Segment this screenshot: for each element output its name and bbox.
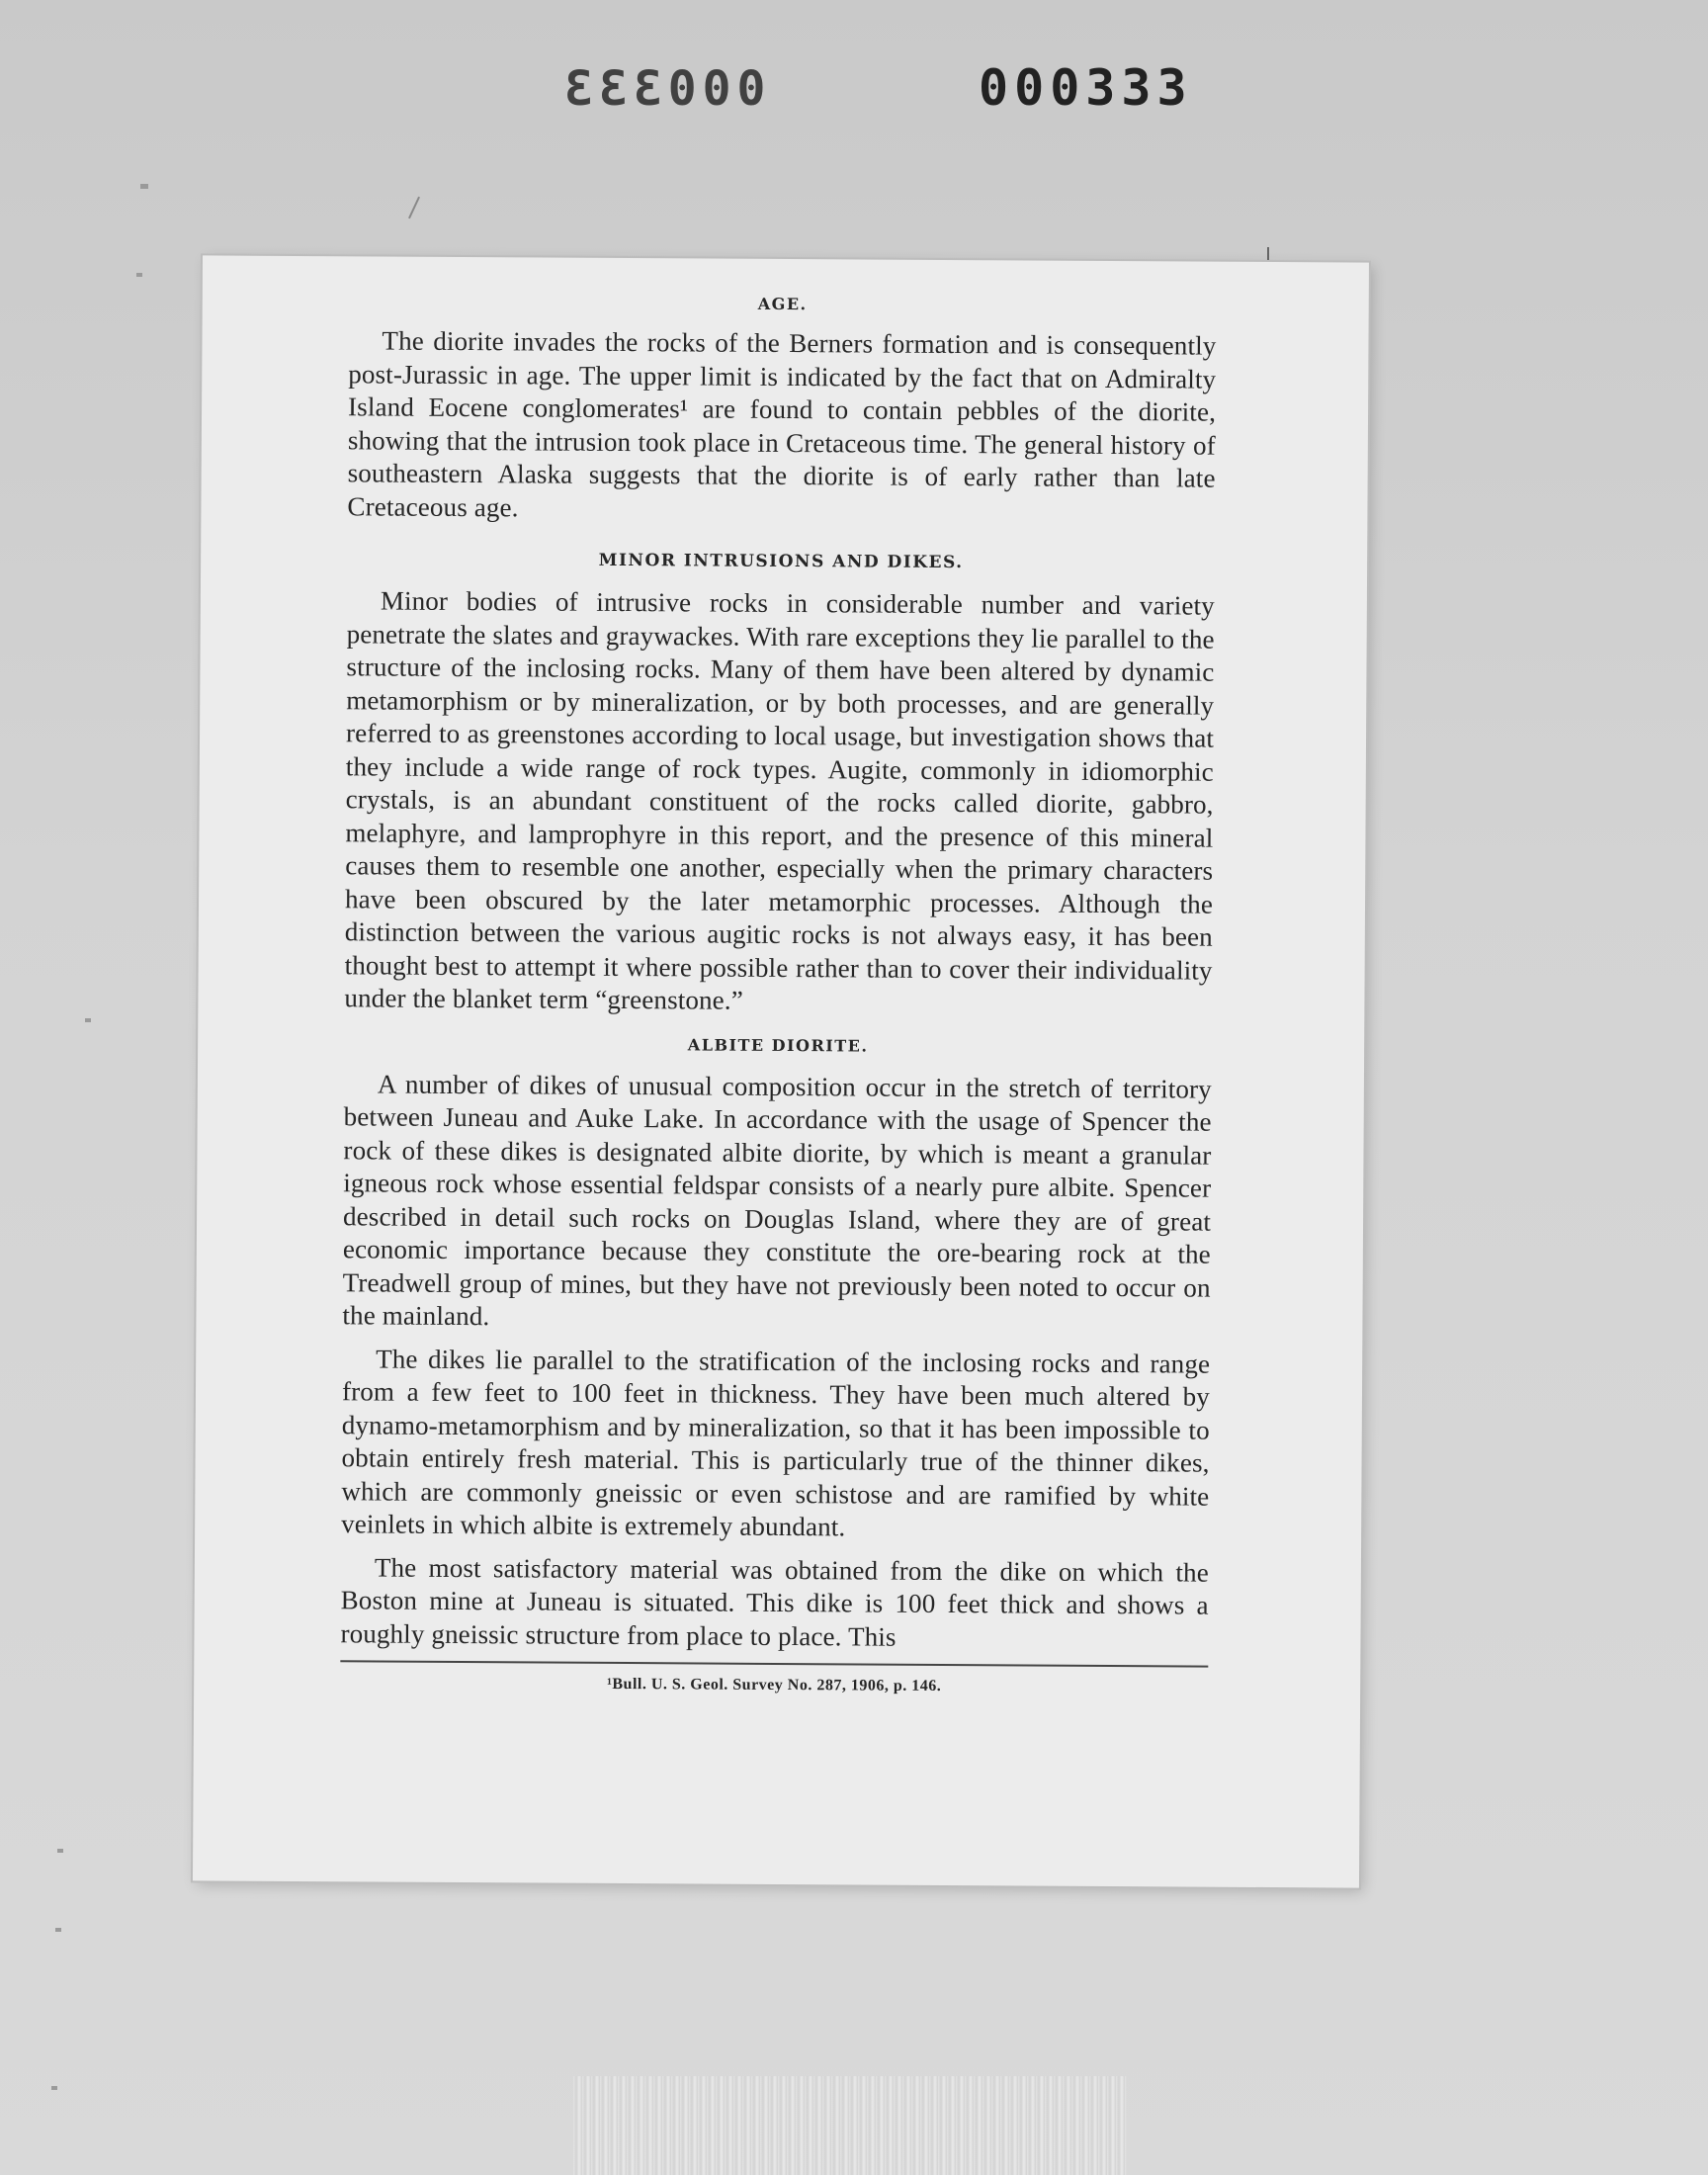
paragraph-albite-3: The most satisfactory material was obtained from the dike on which the Boston mine at Juneau is situated. This dike is 100 feet thick and shows a roughly gneissic structure from place to place. This (340, 1551, 1209, 1652)
section-heading-minor-intrusions: MINOR INTRUSIONS AND DIKES. (598, 550, 964, 573)
scan-mark (85, 1018, 91, 1022)
paragraph-albite-1: A number of dikes of unusual composition occur in the stretch of territory between Juneau and Auke Lake. In accordance with the usage of Spencer the rock of these dikes is designated albite diorite, by which is meant a granular igneous rock whose essential feldspar consists of a nearly pure albite. Spencer described in detail such rocks on Douglas Island, where they are of great economic importance because they constitute the ore-bearing rock at the Treadwell group of mines, but they have not previously been noted to occur on the mainland. (342, 1068, 1212, 1332)
stamp-number: 000333 (979, 59, 1193, 117)
scan-mark (140, 184, 148, 189)
section-heading-albite-diorite: ALBITE DIORITE. (687, 1034, 869, 1056)
scan-edge-noise (573, 2076, 1127, 2175)
paragraph-age: The diorite invades the rocks of the Berners formation and is consequently post-Jurassic in age. The upper limit is indicated by the fact that on Admiralty Island Eocene conglomerates¹ are found to contain pebbles of the diorite, showing that the intrusion took place in Cretaceous time. The general history of southeastern Alaska suggests that the diorite is of early rather than late Cretaceous age. (347, 325, 1217, 522)
stamp-area (0, 51, 1708, 130)
scan-mark (57, 1849, 63, 1853)
paragraph-minor-intrusions: Minor bodies of intrusive rocks in considerable number and variety penetrate the slates and graywackes. With rare exceptions they lie parallel to the structure of the inclosing rocks. Many of them have been altered by dynamic metamorphism or by mineralization, or by both processes, and are generally referred to as greenstones according to local usage, but investigation shows that they include a wide range of rock types. Augite, commonly in idiomorphic crystals, is an abundant constituent of the rocks called diorite, gabbro, melaphyre, and lamprophyre in this report, and the presence of this mineral causes them to resemble one another, especially when the primary characters have been obscured by the later metamorphic processes. Although the distinction between the various augitic rocks is not always easy, it has been thought best to attempt it where possible rather than to cover their individuality under the blanket term “greenstone.” (344, 585, 1215, 1015)
scan-mark (55, 1928, 61, 1932)
section-heading-age: AGE. (757, 294, 808, 314)
mirrored-stamp-number: 000333 (558, 61, 766, 117)
footnote: ¹Bull. U. S. Geol. Survey No. 287, 1906, p. 146. (607, 1675, 942, 1695)
scan-mark (51, 2086, 57, 2090)
footnote-divider (340, 1660, 1208, 1667)
paragraph-albite-2: The dikes lie parallel to the stratification of the inclosing rocks and range from a few feet to 100 feet in thickness. They have been much altered by dynamo-metamorphism and by mineralization, so that it has been impossible to obtain entirely fresh material. This is particularly true of the thinner dikes, which are commonly gneissic or even schistose and are ramified by white veinlets in which albite is extremely abundant. (341, 1343, 1211, 1542)
document-page (193, 255, 1369, 1887)
page-content (340, 284, 1217, 1696)
scan-mark (136, 273, 142, 277)
